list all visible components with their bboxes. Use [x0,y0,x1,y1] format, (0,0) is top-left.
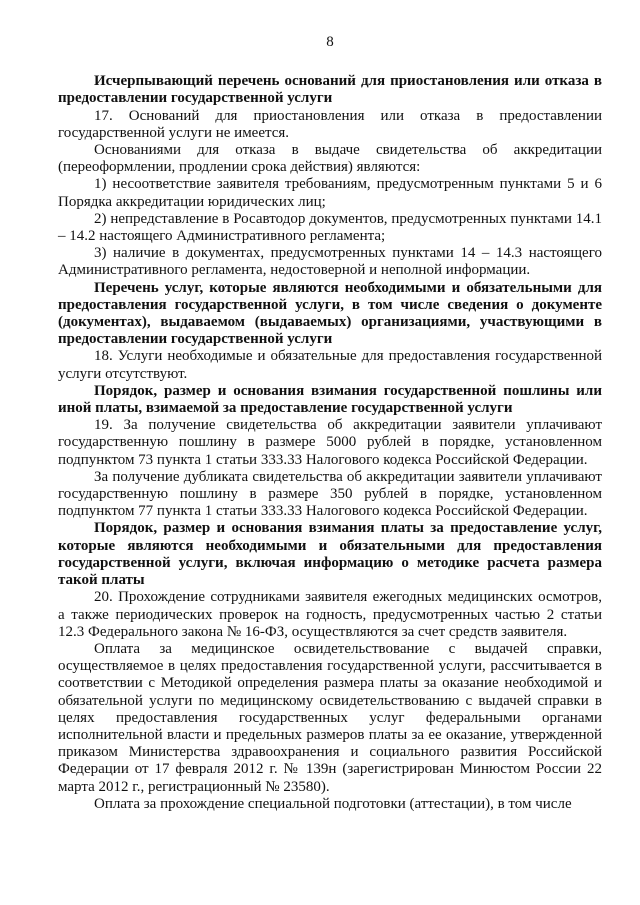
paragraph: 17. Оснований для приостановления или отказа в предоставлении государственной услуги не имеется. [58,107,602,141]
paragraph: За получение дубликата свидетельства об аккредитации заявители уплачивают государственную пошлину в размере 350 рублей в порядке, установленном подпунктом 77 пункта 1 статьи 333.33 Налогового кодекса Российской Федерации. [58,468,602,520]
paragraph: Оплата за прохождение специальной подготовки (аттестации), в том числе [94,795,572,812]
paragraph: 3) наличие в документах, предусмотренных пунктами 14 – 14.3 настоящего Административного регламента, недостоверной и неполной информации. [58,245,602,279]
paragraph: 18. Услуги необходимые и обязательные для предоставления государственной услуги отсутствуют. [58,348,602,382]
paragraph: 2) непредставление в Росавтодор документов, предусмотренных пунктами 14.1 – 14.2 настоящего Административного регламента; [58,210,602,245]
paragraph: 1) несоответствие заявителя требованиям, предусмотренным пунктами 5 и 6 Порядка аккредитации юридических лиц; [58,176,602,210]
section-heading: Исчерпывающий перечень оснований для приостановления или отказа в предоставлении государственной услуги [58,73,602,107]
paragraph: Основаниями для отказа в выдаче свидетельства об аккредитации (переоформлении, продлении срока действия) являются: [58,142,602,176]
paragraph: Оплата за медицинское освидетельствование с выдачей справки, осуществляемое в целях предоставления государственной услуги, рассчитывается в соответствии с Методикой определения размера платы за оказание необходимой и обязательной услуги по медицинскому освидетельствованию с выдачей справки в целях предоставления государственных услуг федеральными органами исполнительной власти и предельных размеров платы за ее оказание, утвержденной приказом Министерства здравоохранения и социального развития Российской Федерации от 17 февраля 2012 г. № 139н (зарегистрирован Минюстом России 22 марта 2012 г., регистрационный № 23580). [58,640,602,795]
page-number: 8 [326,34,334,50]
document-body [58,73,602,813]
section-heading: Порядок, размер и основания взимания платы за предоставление услуг, которые являются необходимыми и обязательными для предоставления государственной услуги, включая информацию о методике расчета размера такой платы [58,520,602,589]
section-heading: Перечень услуг, которые являются необходимыми и обязательными для предоставления государственной услуги, в том числе сведения о документе (документах), выдаваемом (выдаваемых) организациями, участвующими в предоставлении государственной услуги [58,279,602,348]
section-heading: Порядок, размер и основания взимания государственной пошлины или иной платы, взимаемой за предоставление государственной услуги [58,382,602,417]
paragraph: 20. Прохождение сотрудниками заявителя ежегодных медицинских осмотров, а также периодических проверок на годность, предусмотренных частью 2 статьи 12.3 Федерального закона № 16-ФЗ, осуществляются за счет средств заявителя. [58,589,602,640]
document-page [58,34,602,813]
paragraph: 19. За получение свидетельства об аккредитации заявители уплачивают государственную пошлину в размере 5000 рублей в порядке, установленном подпунктом 73 пункта 1 статьи 333.33 Налогового кодекса Российской Федерации. [58,417,602,468]
